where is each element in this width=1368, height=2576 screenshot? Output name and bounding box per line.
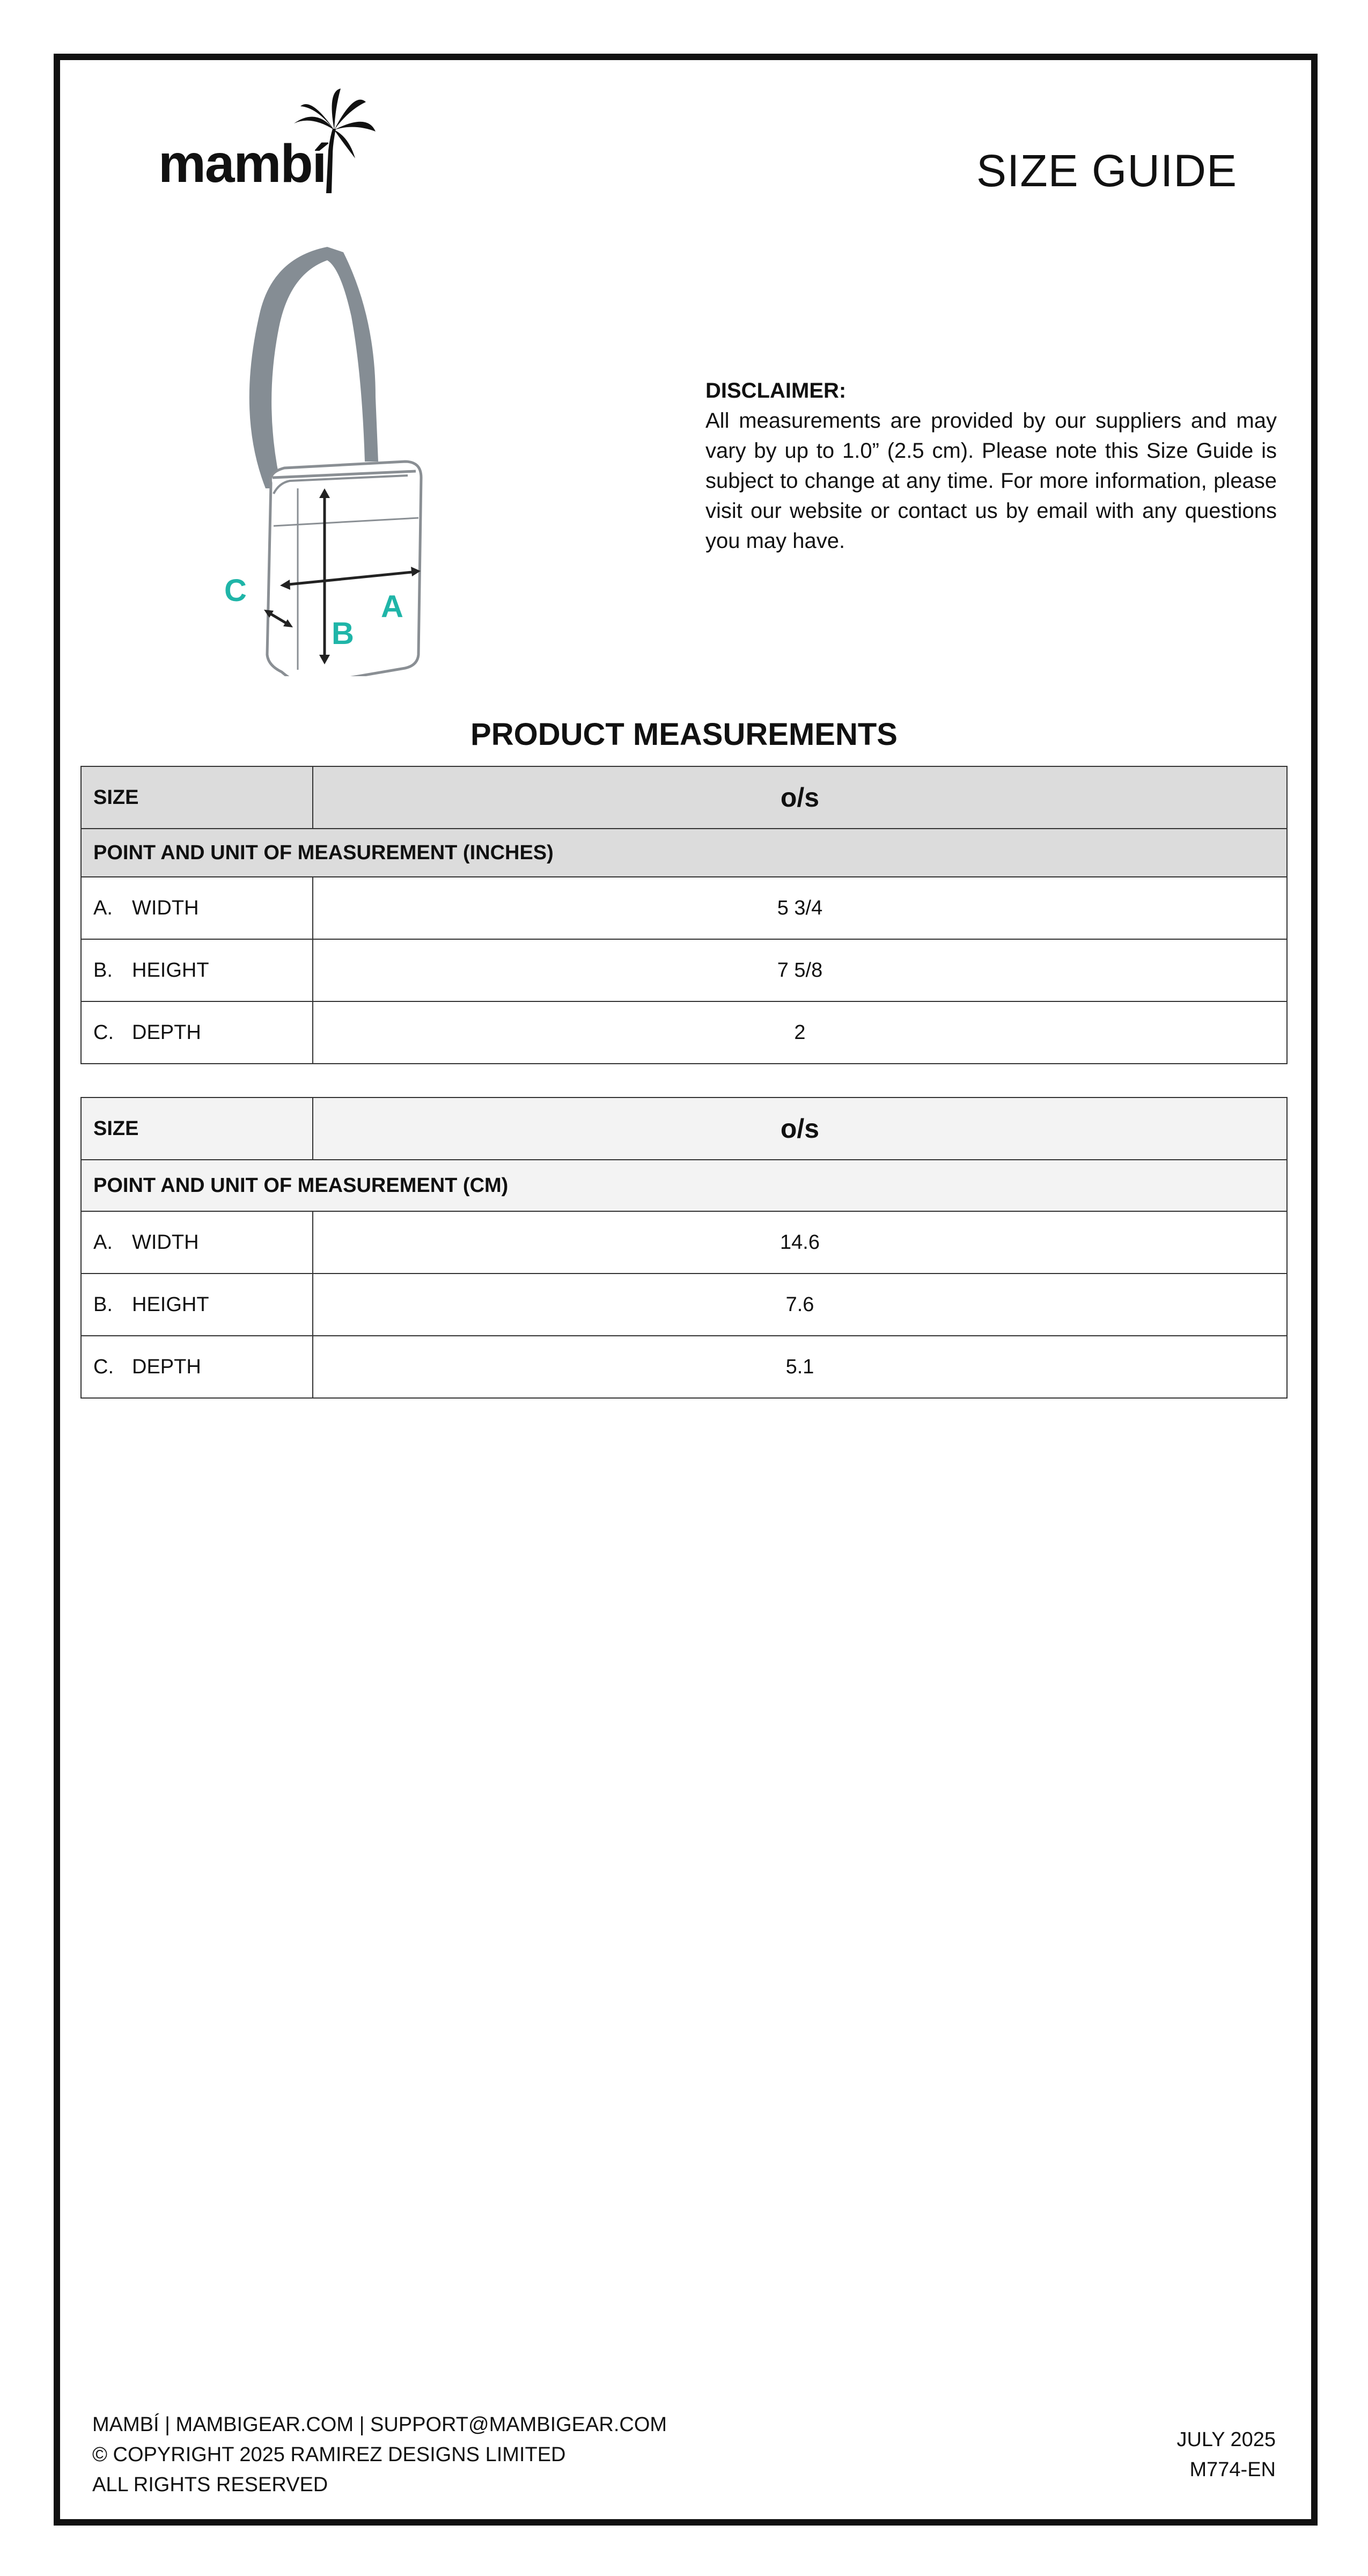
unit-row — [81, 1160, 1287, 1211]
label-b: B — [332, 616, 354, 651]
measure-value: 7.6 — [313, 1274, 1287, 1336]
point-name: WIDTH — [132, 1231, 199, 1254]
table-row — [81, 877, 1287, 939]
disclaimer-heading: DISCLAIMER: — [705, 379, 847, 402]
point-name: WIDTH — [132, 896, 199, 919]
point-name: HEIGHT — [132, 958, 209, 982]
measurement-table-inches — [80, 766, 1288, 1064]
footer-left — [92, 2410, 667, 2500]
size-row — [81, 766, 1287, 829]
footer-right — [1176, 2425, 1276, 2485]
table-row — [81, 939, 1287, 1001]
footer-date: JULY 2025 — [1176, 2428, 1276, 2451]
footer-code: M774-EN — [1189, 2458, 1276, 2481]
table-row — [81, 1274, 1287, 1336]
bag-strap — [249, 247, 378, 488]
point-letter: A. — [93, 896, 113, 919]
size-label: SIZE — [81, 766, 313, 829]
point-letter: B. — [93, 1293, 113, 1316]
page-title: SIZE GUIDE — [976, 145, 1238, 196]
measure-point — [81, 877, 313, 939]
point-name: DEPTH — [132, 1355, 201, 1378]
unit-row — [81, 829, 1287, 877]
label-c: C — [224, 573, 247, 608]
table-row — [81, 1211, 1287, 1274]
measure-point — [81, 1336, 313, 1398]
measure-value: 7 5/8 — [313, 939, 1287, 1001]
label-a: A — [381, 589, 403, 624]
unit-label: POINT AND UNIT OF MEASUREMENT (INCHES) — [81, 829, 1287, 877]
point-letter: A. — [93, 1231, 113, 1254]
measure-value: 5.1 — [313, 1336, 1287, 1398]
table-row — [81, 1001, 1287, 1064]
unit-label: POINT AND UNIT OF MEASUREMENT (CM) — [81, 1160, 1287, 1211]
brand-wordmark: mambí — [158, 134, 326, 194]
point-letter: C. — [93, 1021, 114, 1044]
measure-point — [81, 939, 313, 1001]
section-title: PRODUCT MEASUREMENTS — [470, 717, 898, 752]
table-row — [81, 1336, 1287, 1398]
point-letter: C. — [93, 1355, 114, 1378]
size-value: o/s — [313, 1097, 1287, 1160]
measure-value: 5 3/4 — [313, 877, 1287, 939]
point-letter: B. — [93, 958, 113, 982]
size-row — [81, 1097, 1287, 1160]
point-name: DEPTH — [132, 1021, 201, 1044]
measure-value: 14.6 — [313, 1211, 1287, 1274]
footer-copyright: © COPYRIGHT 2025 RAMIREZ DESIGNS LIMITED — [92, 2443, 566, 2466]
bag-diagram — [215, 236, 440, 676]
measure-point — [81, 1211, 313, 1274]
measure-point — [81, 1274, 313, 1336]
disclaimer-text: All measurements are provided by our suppliers and may vary by up to 1.0” (2.5 cm). Please note this Size Guide is subject to change at any time. For more information, please visit our website or contact us by email with any questions you may have. — [705, 409, 1277, 553]
measure-value: 2 — [313, 1001, 1287, 1064]
point-name: HEIGHT — [132, 1293, 209, 1316]
footer-contact: MAMBÍ | MAMBIGEAR.COM | SUPPORT@MAMBIGEAR.COM — [92, 2413, 667, 2436]
size-value: o/s — [313, 766, 1287, 829]
footer-rights: ALL RIGHTS RESERVED — [92, 2473, 328, 2496]
disclaimer — [705, 376, 1277, 556]
measurement-table-cm — [80, 1097, 1288, 1399]
brand-logo — [156, 86, 381, 193]
size-label: SIZE — [81, 1097, 313, 1160]
measure-point — [81, 1001, 313, 1064]
